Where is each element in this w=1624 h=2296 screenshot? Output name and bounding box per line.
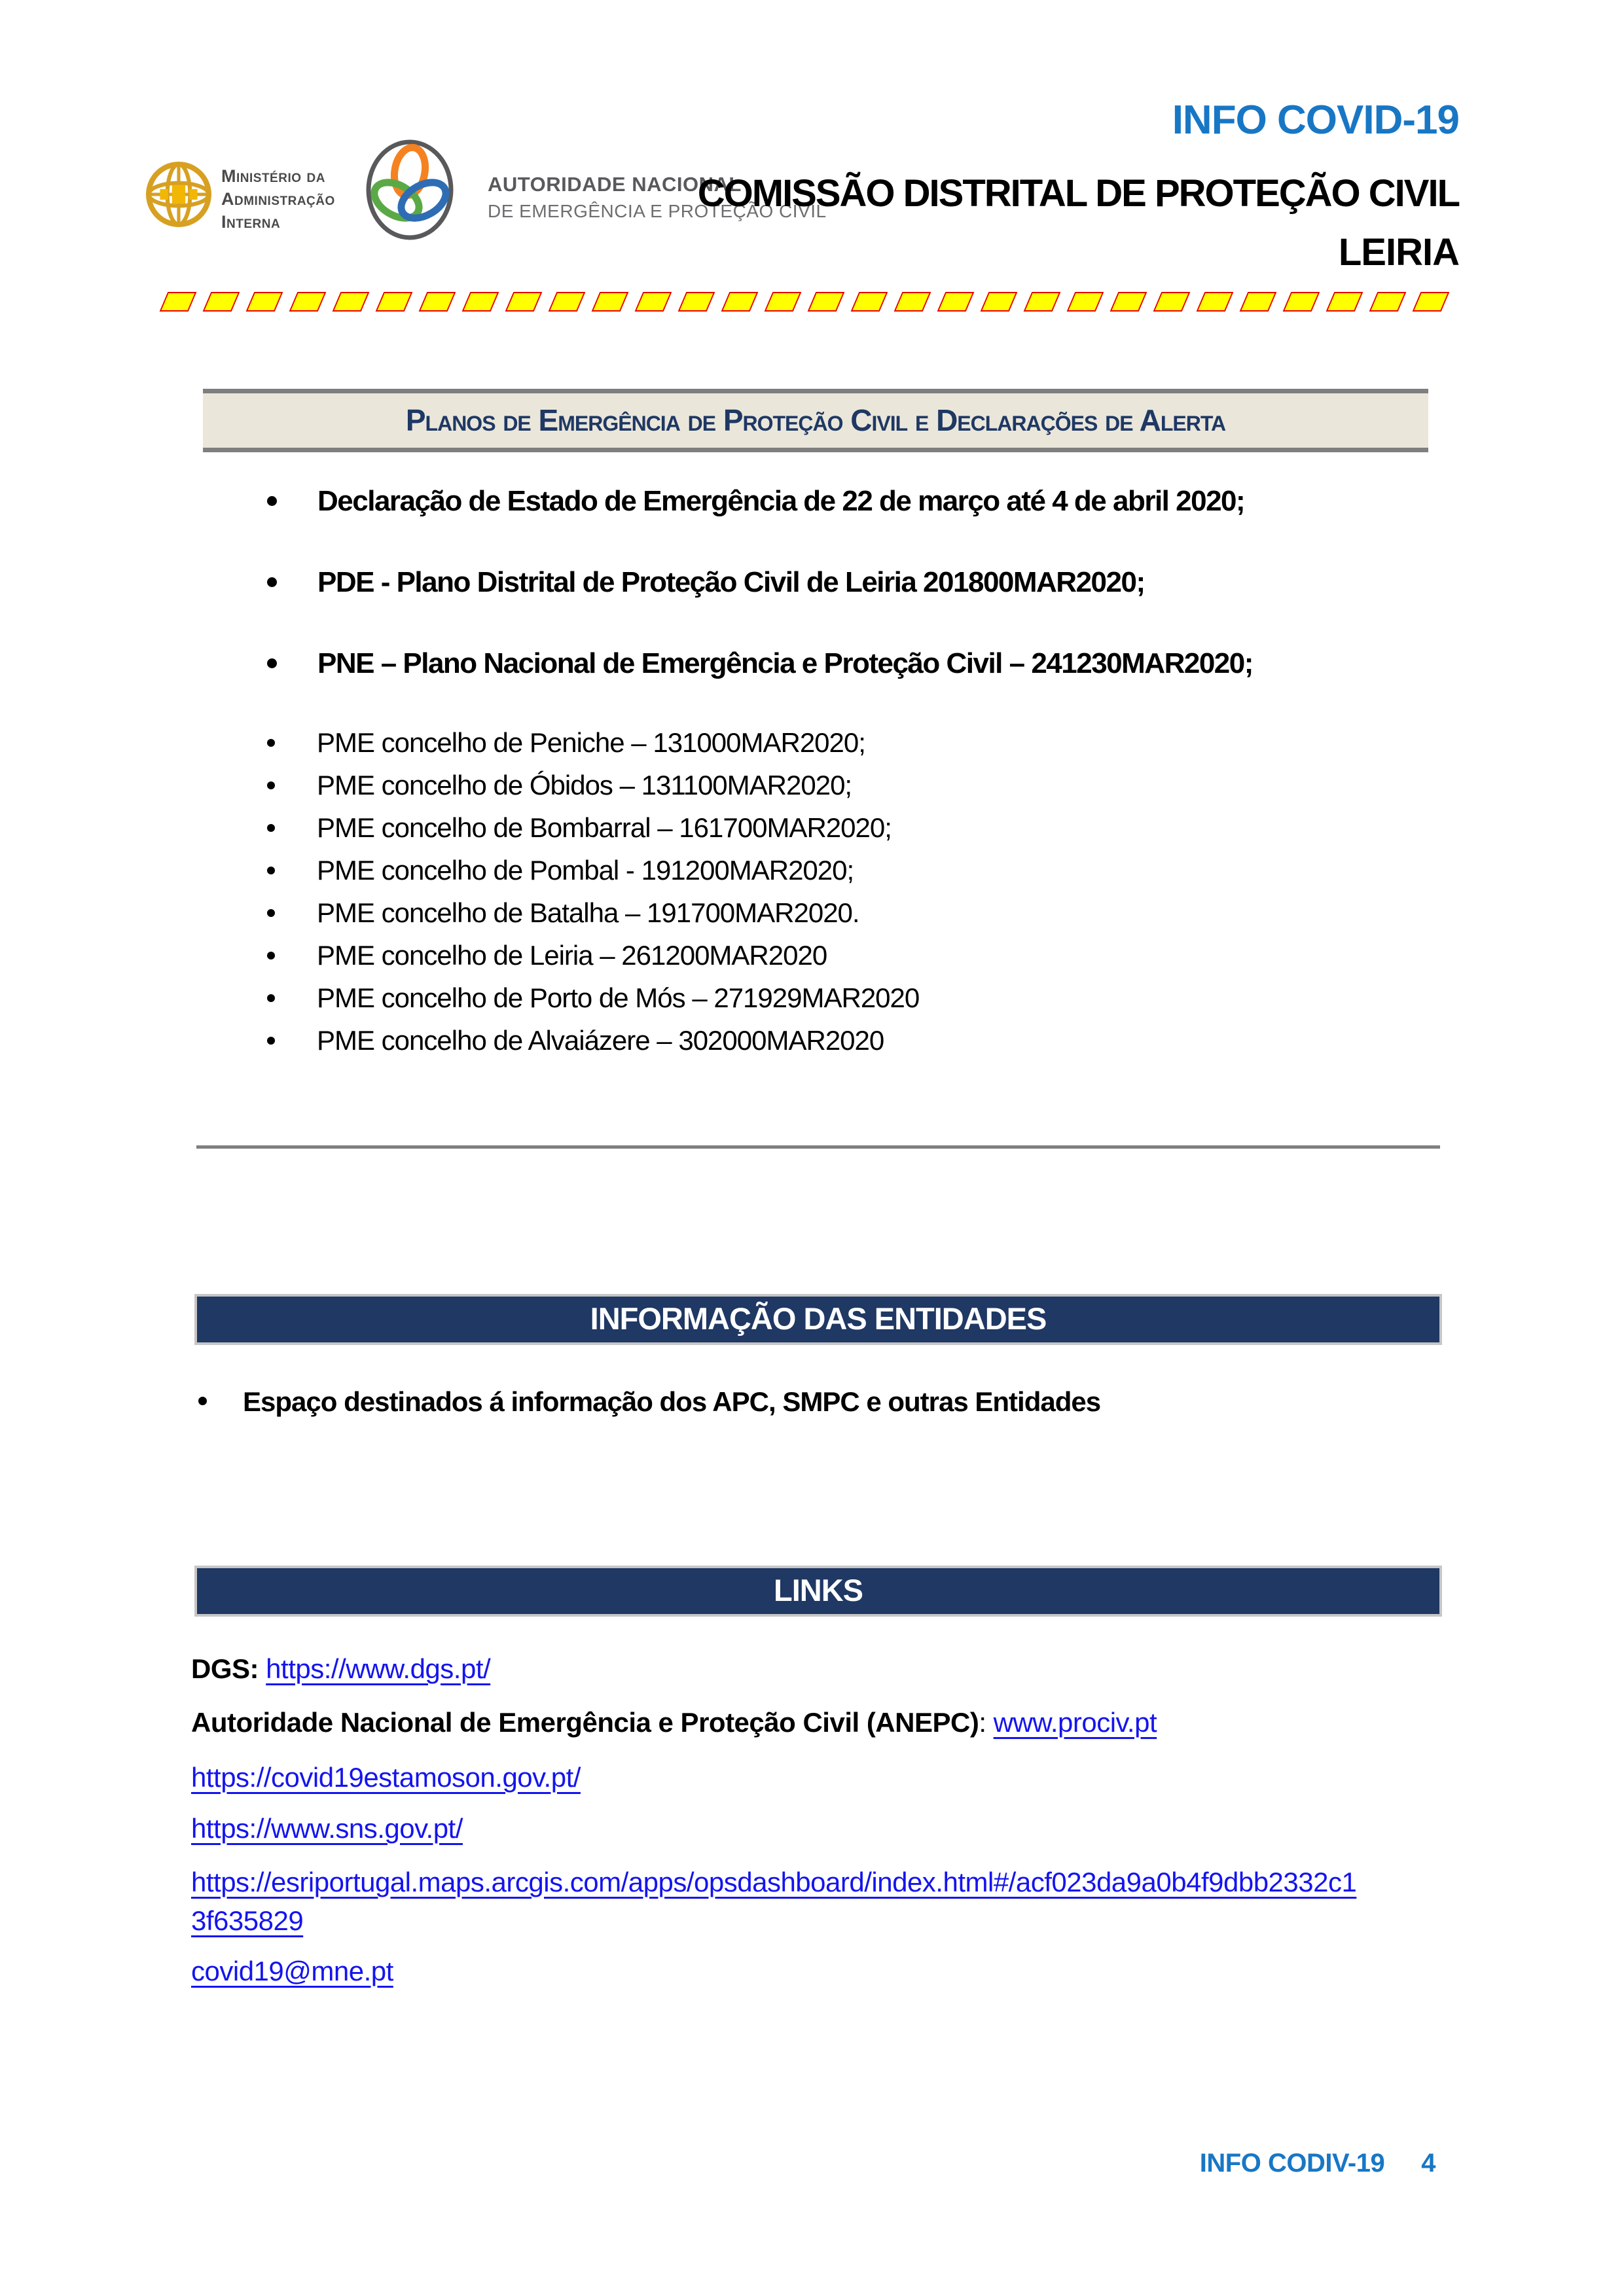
bullet-dot-icon — [198, 1397, 207, 1405]
section-header-links: LINKS — [194, 1566, 1442, 1617]
link-sns[interactable]: https://www.sns.gov.pt/ — [191, 1813, 463, 1844]
list-item-text: PNE – Plano Nacional de Emergência e Proteção Civil – 241230MAR2020; — [317, 647, 1253, 679]
mai-line3: Interna — [221, 212, 281, 232]
link-label-anepc-colon: : — [979, 1707, 986, 1738]
bullet-dot-icon — [267, 496, 277, 506]
link-line-sns — [191, 1813, 463, 1844]
bullet-dot-icon — [267, 824, 275, 832]
link-dgs[interactable]: https://www.dgs.pt/ — [266, 1653, 491, 1684]
link-label-anepc: Autoridade Nacional de Emergência e Proteção Civil (ANEPC) — [191, 1707, 979, 1738]
list-item — [267, 898, 1445, 928]
bullet-dot-icon — [267, 739, 275, 747]
bullet-dot-icon — [267, 952, 275, 960]
list-item-text: PME concelho de Batalha – 191700MAR2020. — [317, 897, 859, 928]
commission-title: COMISSÃO DISTRITAL DE PROTEÇÃO CIVIL — [697, 172, 1459, 215]
bold-bullet-list — [267, 486, 1445, 729]
list-item-text: PME concelho de Pombal - 191200MAR2020; — [317, 855, 854, 886]
section-header-planos-title: Planos de Emergência de Proteção Civil e Declarações de Alerta — [405, 403, 1226, 437]
bullet-dot-icon — [267, 867, 275, 874]
bullet-dot-icon — [267, 1037, 275, 1045]
list-item-text: PME concelho de Alvaiázere – 302000MAR2020 — [317, 1025, 884, 1056]
bullet-dot-icon — [267, 658, 277, 668]
hazard-tape-band — [164, 292, 1460, 312]
list-item — [267, 770, 1445, 800]
entidades-bullet-text: Espaço destinados á informação dos APC, SMPC e outras Entidades — [243, 1386, 1101, 1417]
list-item-text: PDE - Plano Distrital de Proteção Civil de Leiria 201800MAR2020; — [317, 566, 1145, 598]
list-item-text: PME concelho de Óbidos – 131100MAR2020; — [317, 770, 852, 800]
section-header-planos — [203, 389, 1428, 452]
footer-label: INFO CODIV-19 — [1199, 2149, 1385, 2178]
list-item-text: Declaração de Estado de Emergência de 22 de março até 4 de abril 2020; — [317, 485, 1245, 517]
info-covid-title: INFO COVID-19 — [1172, 98, 1459, 143]
link-line-anepc — [191, 1707, 1157, 1738]
list-item — [267, 648, 1445, 679]
mai-logo-text — [221, 165, 335, 234]
link-mne-email[interactable]: covid19@mne.pt — [191, 1956, 393, 1986]
list-item — [267, 855, 1445, 886]
page-footer — [1200, 2149, 1435, 2178]
list-item-text: PME concelho de Peniche – 131000MAR2020; — [317, 727, 865, 758]
entidades-bullet — [198, 1386, 1429, 1418]
link-esri-line1[interactable]: https://esriportugal.maps.arcgis.com/apps/opsdashboard/index.html#/acf023da9a0b4f9dbb2332c1 — [191, 1867, 1357, 1897]
link-esri-line2[interactable]: 3f635829 — [191, 1905, 304, 1936]
commission-district: LEIRIA — [1338, 231, 1459, 274]
list-item — [267, 567, 1445, 598]
link-line-estamoson — [191, 1762, 581, 1793]
link-line-dgs — [191, 1653, 490, 1685]
list-item — [267, 941, 1445, 971]
bullet-dot-icon — [267, 577, 277, 587]
list-item — [267, 1026, 1445, 1056]
footer-page-number: 4 — [1421, 2149, 1435, 2178]
link-label-dgs: DGS: — [191, 1653, 259, 1684]
anepc-trefoil-logo-icon — [365, 139, 455, 242]
link-line-esri-dashboard — [191, 1863, 1356, 1940]
horizontal-divider — [196, 1145, 1440, 1149]
anepc-line1: AUTORIDADE NACIONAL — [488, 173, 742, 196]
list-item-text: PME concelho de Porto de Mós – 271929MAR2020 — [317, 982, 920, 1013]
bullet-dot-icon — [267, 994, 275, 1002]
list-item — [267, 486, 1445, 517]
link-line-mne-email — [191, 1956, 393, 1987]
mai-armillary-logo-icon — [145, 161, 212, 228]
list-item-text: PME concelho de Bombarral – 161700MAR2020; — [317, 812, 892, 843]
mai-line1: Ministério da — [221, 166, 325, 186]
pme-bullet-list — [267, 728, 1445, 1068]
bullet-dot-icon — [267, 909, 275, 917]
link-prociv[interactable]: www.prociv.pt — [993, 1707, 1157, 1738]
list-item — [267, 983, 1445, 1013]
anepc-line2: DE EMERGÊNCIA E PROTEÇÃO CIVIL — [488, 201, 827, 221]
list-item — [267, 728, 1445, 758]
link-estamoson[interactable]: https://covid19estamoson.gov.pt/ — [191, 1762, 581, 1793]
section-header-entidades: INFORMAÇÃO DAS ENTIDADES — [194, 1294, 1442, 1345]
bullet-dot-icon — [267, 781, 275, 789]
link-esri-dashboard[interactable] — [191, 1863, 1356, 1940]
list-item-text: PME concelho de Leiria – 261200MAR2020 — [317, 940, 827, 971]
list-item — [267, 813, 1445, 843]
mai-line2: Administração — [221, 189, 335, 209]
